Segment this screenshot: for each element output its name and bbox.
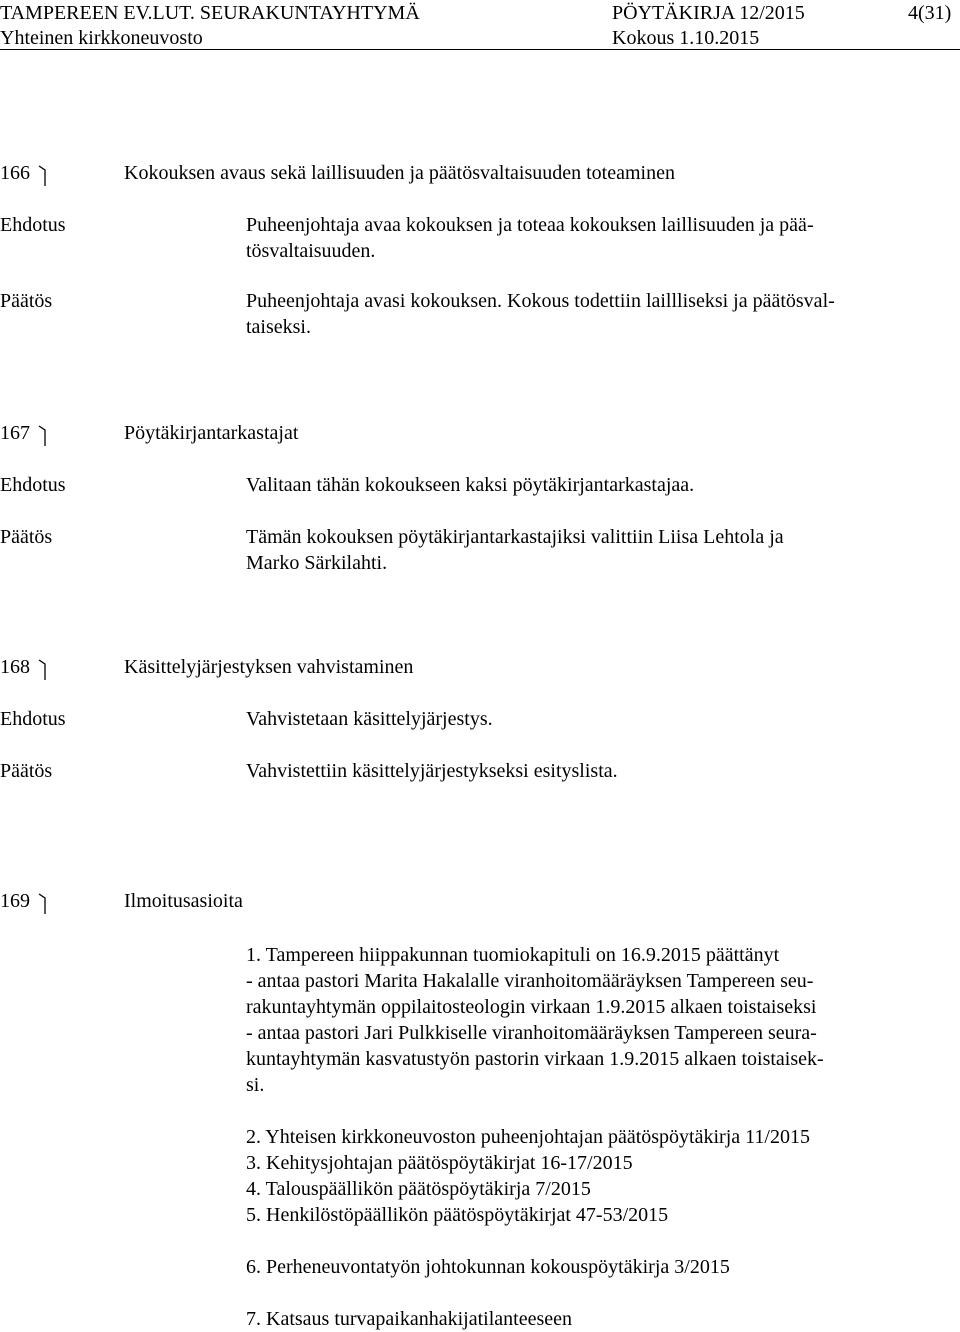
header-rule [0,49,960,50]
decision-text [246,524,946,576]
section-heading [0,420,54,446]
text-line: kuntayhtymän kasvatustyön pastorin virkaan 1.9.2015 alkaen toistaisek- [246,1048,824,1070]
text-line: Tämän kokouksen pöytäkirjantarkastajiksi valittiin Liisa Lehtola ja [246,526,784,548]
section-number: 169 [0,890,30,912]
section-mark-icon [36,654,54,680]
notice-item: 2. Yhteisen kirkkoneuvoston puheenjohtajan päätöspöytäkirja 11/2015 [246,1126,810,1148]
section-title: Käsittelyjärjestyksen vahvistaminen [124,656,414,678]
text-line: 1. Tampereen hiippakunnan tuomiokapituli on 16.9.2015 päättänyt [246,944,780,966]
text-line: rakuntayhtymän oppilaitosteologin virkaan 1.9.2015 alkaen toistaiseksi [246,996,817,1018]
text-line: si. [246,1074,265,1096]
notice-item: 3. Kehitysjohtajan päätöspöytäkirjat 16-17/2015 [246,1152,633,1174]
decision-text [246,288,946,340]
text-line: - antaa pastori Marita Hakalalle viranhoitomääräyksen Tampereen seu- [246,970,814,992]
text-line: Vahvistetaan käsittelyjärjestys. [246,708,493,730]
header-body-name: Yhteinen kirkkoneuvosto [0,27,203,49]
notice-item-1 [246,942,946,1098]
header-meeting-date: Kokous 1.10.2015 [612,27,760,49]
proposal-text [246,212,946,264]
text-line: taiseksi. [246,316,311,338]
decision-label: Päätös [0,526,53,548]
section-mark-icon [36,160,54,186]
notice-items-2-5 [246,1124,946,1228]
text-line: Vahvistettiin käsittelyjärjestykseksi esityslista. [246,760,618,782]
header-document-number: PÖYTÄKIRJA 12/2015 [612,2,805,24]
notice-item: 4. Talouspäällikön päätöspöytäkirja 7/2015 [246,1178,591,1200]
proposal-label: Ehdotus [0,214,66,236]
text-line: Puheenjohtaja avasi kokouksen. Kokous todettiin laillliseksi ja päätösval- [246,290,835,312]
section-title: Kokouksen avaus sekä laillisuuden ja päätösvaltaisuuden toteaminen [124,162,675,184]
section-mark-icon [36,420,54,446]
text-line: Valitaan tähän kokoukseen kaksi pöytäkirjantarkastajaa. [246,474,695,496]
notice-item-6 [246,1254,946,1280]
proposal-text [246,706,946,732]
section-mark-icon [36,888,54,914]
notice-item: 7. Katsaus turvapaikanhakijatilanteeseen [246,1308,572,1330]
header-organization: TAMPEREEN EV.LUT. SEURAKUNTAYHTYMÄ [0,2,420,24]
section-number: 166 [0,162,30,184]
text-line: Marko Särkilahti. [246,552,388,574]
notice-item: 5. Henkilöstöpäällikön päätöspöytäkirjat 47-53/2015 [246,1204,669,1226]
text-line: - antaa pastori Jari Pulkkiselle viranhoitomääräyksen Tampereen seura- [246,1022,817,1044]
proposal-label: Ehdotus [0,708,66,730]
notice-item-7 [246,1306,946,1332]
section-title: Ilmoitusasioita [124,890,243,912]
decision-text [246,758,946,784]
section-heading [0,160,54,186]
decision-label: Päätös [0,290,53,312]
header-page-number: 4(31) [908,2,952,24]
section-heading [0,888,54,914]
section-title: Pöytäkirjantarkastajat [124,422,299,444]
notice-item: 6. Perheneuvontatyön johtokunnan kokouspöytäkirja 3/2015 [246,1256,730,1278]
proposal-label: Ehdotus [0,474,66,496]
section-number: 168 [0,656,30,678]
text-line: tösvaltaisuuden. [246,240,376,262]
decision-label: Päätös [0,760,53,782]
section-number: 167 [0,422,30,444]
text-line: Puheenjohtaja avaa kokouksen ja toteaa kokouksen laillisuuden ja pää- [246,214,814,236]
section-heading [0,654,54,680]
proposal-text [246,472,946,498]
